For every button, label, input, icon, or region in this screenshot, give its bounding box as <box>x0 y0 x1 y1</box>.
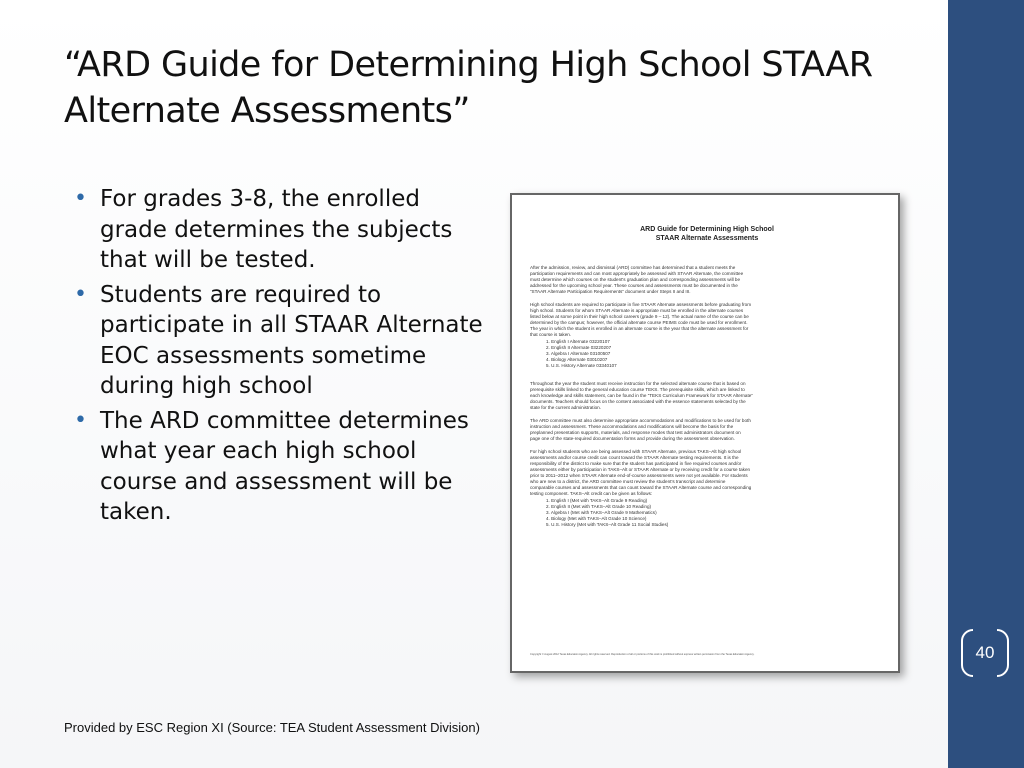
document-copyright: Copyright © August 2012 Texas Education Agency. All rights reserved. Reproduction of all or portions of this work is prohibited without express written permission from the Texas Education Agency. <box>530 653 755 656</box>
document-list-item: 3. Algebra I Alternate 03100507 <box>546 351 611 356</box>
bullet-text: The ARD committee determines what year each high school course and assessment will be taken. <box>100 407 469 525</box>
bullet-item <box>72 406 492 528</box>
bullet-dot-icon: • <box>74 407 87 433</box>
document-paragraph: Throughout the year the student must receive instruction for the selected alternate course that is based on prerequisite skills linked to the general education course TEKS. The prerequisite skills, which are linked to each knowledge and skills statement, can be found in the “TEKS Curriculum Framework for STAAR Alternate” documents. Teachers should focus on the content associated with the essence statements selected by the state for the current administration. <box>530 381 753 410</box>
document-list-item: 2. English II Alternate 03220207 <box>546 345 612 350</box>
slide-title: “ARD Guide for Determining High School STAAR Alternate Assessments” <box>64 45 873 131</box>
bullet-item <box>72 280 492 402</box>
document-page <box>530 225 884 661</box>
document-paragraph: After the admission, review, and dismissal (ARD) committee has determined that a student meets the participation requirements and can most appropriately be assessed with STAAR Alternate, the committee must determine which courses on the student's graduation plan and corresponding assessments will be addressed for the upcoming school year. These courses and assessments must be documented in the “STAAR Alternate Participation Requirements” document under Steps II and III. <box>530 265 744 294</box>
document-list-item: 5. U.S. History (Met with TAKS–Alt Grade 11 Social Studies) <box>546 522 669 527</box>
document-list-item: 1. English I (Met with TAKS–Alt Grade 9 Reading) <box>546 498 648 503</box>
document-list-item: 1. English I Alternate 03220107 <box>546 339 610 344</box>
document-thumbnail <box>510 193 900 673</box>
bullet-text: Students are required to participate in all STAAR Alternate EOC assessments sometime during high school <box>100 281 483 399</box>
document-paragraph: For high school students who are being assessed with STAAR Alternate, previous TAKS–Alt high school assessments and/or course credit can count toward the STAAR Alternate testing requirements. It is the responsibility of the district to make sure that the student has participated in five required courses and/or assessments either by participation in TAKS–Alt or STAAR Alternate or by receiving credit for a course taken prior to 2011–2012 when STAAR Alternate end-of-course assessments were not yet available. For students who are new to a district, the ARD committee must review the student's transcript and determine comparable courses and assessments that can count toward the STAAR Alternate course and corresponding testing component. TAKS–Alt credit can be given as follows: <box>530 449 752 496</box>
bullet-dot-icon: • <box>74 186 87 211</box>
document-credit-list <box>546 498 884 528</box>
bullet-dot-icon: • <box>74 281 87 307</box>
document-list-item: 5. U.S. History Alternate 03340107 <box>546 363 617 368</box>
page-number: 40 <box>975 643 995 662</box>
document-list-item: 4. Biology (Met with TAKS–Alt Grade 10 Science) <box>546 516 647 521</box>
document-list-item: 2. English II (Met with TAKS–Alt Grade 10 Reading) <box>546 504 652 509</box>
document-list-item: 3. Algebra I (Met with TAKS–Alt Grade 9 Mathematics) <box>546 510 657 515</box>
bullet-text: For grades 3-8, the enrolled grade determines the subjects that will be tested. <box>100 186 453 273</box>
bullet-list <box>72 184 492 532</box>
document-list-item: 4. Biology Alternate 03010207 <box>546 357 608 362</box>
document-paragraph: High school students are required to participate in five STAAR Alternate assessments before graduating from high school. Students for whom STAAR Alternate is appropriate must be enrolled in the alternate courses listed below at some point in their high school careers (grade 9 – 12). The actual name of the course can be determined by the campus; however, the official alternate course PEIMS code must be used for enrollment. The year in which the student is enrolled in an alternate course is the year that the alternate assessment for that course is taken. <box>530 302 752 337</box>
document-paragraph: The ARD committee must also determine appropriate accommodations and modifications to be used for both instruction and assessment. These accommodations and modifications will become the basis for the preplanned presentation supports, materials, and response modes that test administrators document on page one of the state-required documentation forms and provide during the assessment observation. <box>530 418 751 441</box>
document-title-line: ARD Guide for Determining High School <box>640 226 774 233</box>
slide-footer-source: Provided by ESC Region XI (Source: TEA Student Assessment Division) <box>64 720 480 735</box>
bullet-item <box>72 184 492 276</box>
document-title-line: STAAR Alternate Assessments <box>655 235 759 242</box>
document-course-list <box>546 339 884 369</box>
document-title <box>530 225 884 243</box>
